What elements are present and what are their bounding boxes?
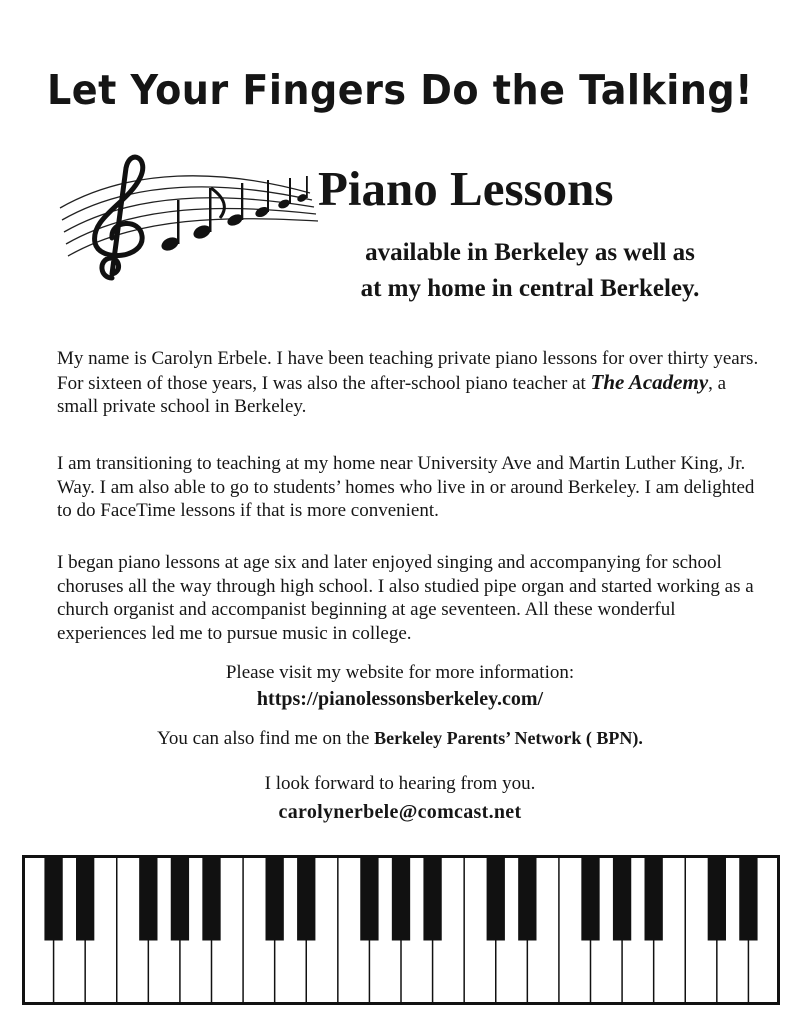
black-key	[613, 855, 631, 941]
black-key	[171, 855, 189, 941]
bpn-name: Berkeley Parents’ Network ( BPN).	[374, 728, 643, 748]
black-key	[139, 855, 157, 941]
black-key	[487, 855, 505, 941]
subtitle-line-1: available in Berkeley as well as	[365, 239, 695, 266]
headline: Let Your Fingers Do the Talking!	[46, 66, 754, 114]
subtitle	[270, 235, 790, 307]
black-key	[392, 855, 410, 941]
closing-line: I look forward to hearing from you.	[264, 773, 536, 794]
intro-text: My name is Carolyn Erbele. I have been teaching private piano lessons for over thirty years. For sixteen of those years, I was also the after-school piano teacher at	[57, 348, 759, 394]
black-key	[518, 855, 536, 941]
black-key	[76, 855, 94, 941]
black-key	[44, 855, 62, 941]
email-link[interactable]: carolynerbele@comcast.net	[278, 801, 522, 823]
black-key	[581, 855, 599, 941]
piano-keyboard-illustration	[22, 855, 780, 1005]
black-key	[645, 855, 663, 941]
intro-paragraph	[57, 347, 767, 419]
location-paragraph: I am transitioning to teaching at my home near University Ave and Martin Luther King, Jr. Way. I am also able to go to students’ homes who live in or around Berkeley. I am delighted to do FaceTime lessons if that is more convenient.	[57, 453, 755, 521]
website-intro: Please visit my website for more information:	[225, 662, 575, 683]
intro-text-end: , a small private school in Berkeley.	[57, 372, 727, 417]
bpn-line	[0, 728, 800, 750]
school-name: The Academy	[590, 369, 709, 394]
black-key	[708, 855, 726, 941]
subtitle-line-2: at my home in central Berkeley.	[360, 275, 700, 302]
page-title: Piano Lessons	[318, 161, 614, 216]
black-key	[202, 855, 220, 941]
background-paragraph: I began piano lessons at age six and later enjoyed singing and accompanying for school choruses all the way through high school. I also studied pipe organ and started working as a church organist and accompanist beginning at age seventeen. All these wonderful experiences led me to pursue music in college.	[57, 552, 754, 644]
website-link[interactable]: https://pianolessonsberkeley.com/	[256, 688, 544, 710]
black-key	[266, 855, 284, 941]
black-key	[739, 855, 757, 941]
black-key	[423, 855, 441, 941]
black-key	[297, 855, 315, 941]
bpn-intro: You can also find me on the	[157, 728, 375, 749]
black-key	[360, 855, 378, 941]
